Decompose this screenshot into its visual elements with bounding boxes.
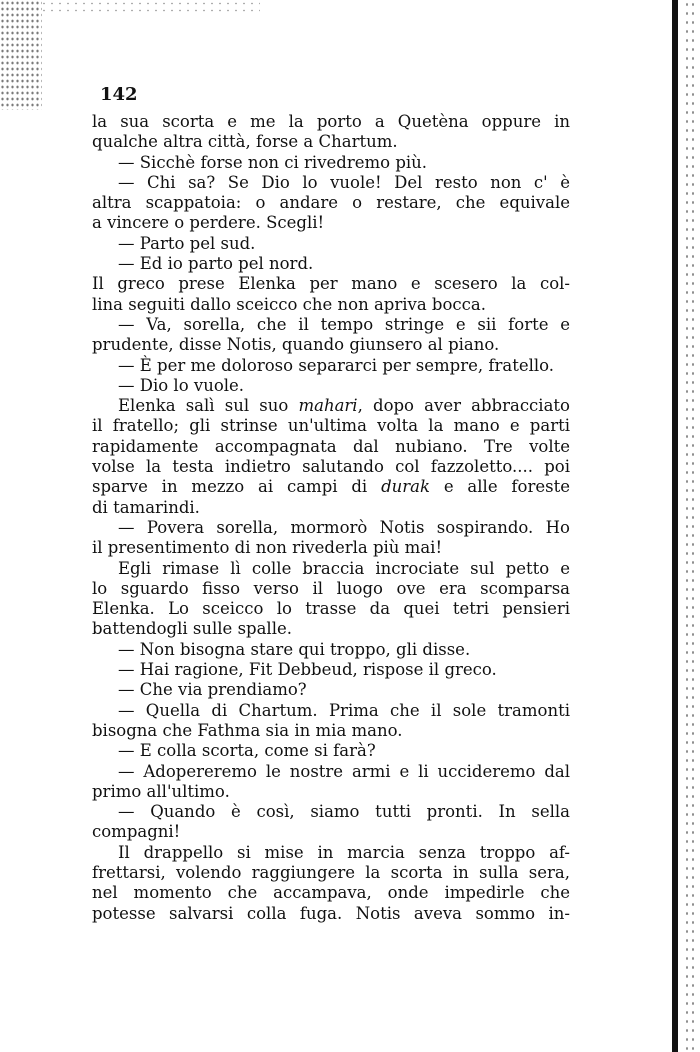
text-line: nel momento che accampava, onde impedirle che <box>92 883 570 903</box>
text-line: altra scappatoia: o andare o restare, che equivale <box>92 193 570 213</box>
text-line: — Che via prendiamo? <box>118 680 307 700</box>
text-line: qualche altra città, forse a Chartum. <box>92 132 398 152</box>
text-line: — Ed io parto pel nord. <box>118 254 314 274</box>
text-line: Elenka. Lo sceicco lo trasse da quei tetri pensieri <box>92 599 570 619</box>
scan-noise-right <box>684 0 696 1052</box>
text-line: primo all'ultimo. <box>92 781 230 801</box>
text-line: frettarsi, volendo raggiungere la scorta in sulla sera, <box>92 862 570 882</box>
text-line: compagni! <box>92 822 181 842</box>
text-line: potesse salvarsi colla fuga. Notis aveva sommo in- <box>92 903 570 923</box>
text-line: lina seguiti dallo sceicco che non apriva bocca. <box>92 294 486 314</box>
text-line: — Parto pel sud. <box>118 233 256 253</box>
text-line: — È per me doloroso separarci per sempre, fratello. <box>118 355 555 375</box>
text-line: la sua scorta e me la porto a Quetèna oppure in <box>92 112 570 131</box>
text-line: — E colla scorta, come si farà? <box>118 741 376 761</box>
text-line: — Non bisogna stare qui troppo, gli disse. <box>118 639 471 659</box>
scan-noise-top <box>40 0 260 14</box>
page-edge-shadow <box>672 0 678 1052</box>
text-line: — Dio lo vuole. <box>118 375 245 395</box>
text-line: Il greco prese Elenka per mano e scesero la col- <box>92 274 570 294</box>
text-line: — Quella di Chartum. Prima che il sole tramonti <box>118 700 570 720</box>
text-line: Il drappello si mise in marcia senza troppo af- <box>118 842 570 862</box>
text-line: — Quando è così, siamo tutti pronti. In sella <box>118 802 570 822</box>
text-line: — Hai ragione, Fit Debbeud, rispose il greco. <box>118 660 497 680</box>
text-line: — Adopereremo le nostre armi e li uccideremo dal <box>118 761 570 781</box>
text-line: Elenka salì sul suo mahari, dopo aver abbracciato <box>118 396 570 416</box>
text-line: Egli rimase lì colle braccia incrociate sul petto e <box>118 558 570 578</box>
text-line: bisogna che Fathma sia in mia mano. <box>92 720 403 740</box>
text-line: volse la testa indietro salutando col fazzoletto.... poi <box>92 457 570 477</box>
text-line: lo sguardo fisso verso il luogo ove era scomparsa <box>92 578 570 598</box>
italic-word: durak <box>381 477 430 497</box>
text-line: — Va, sorella, che il tempo stringe e sii forte e <box>118 314 570 334</box>
page-number: 142 <box>100 84 138 105</box>
text-line: a vincere o perdere. Scegli! <box>92 213 325 233</box>
text-line: rapidamente accompagnata dal nubiano. Tre volte <box>92 436 570 456</box>
italic-word: mahari <box>298 396 358 416</box>
text-line: — Sicchè forse non ci rivedremo più. <box>118 152 428 172</box>
text-line: il presentimento di non rivederla più mai! <box>92 538 443 558</box>
text-line: battendogli sulle spalle. <box>92 619 292 639</box>
text-line: — Chi sa? Se Dio lo vuole! Del resto non c' è <box>118 172 570 192</box>
text-line: prudente, disse Notis, quando giunsero al piano. <box>92 335 500 355</box>
text-line: il fratello; gli strinse un'ultima volta la mano e parti <box>92 416 570 436</box>
text-line: sparve in mezzo ai campi di durak e alle foreste <box>92 477 570 497</box>
body-text <box>92 112 570 924</box>
text-line: — Povera sorella, mormorò Notis sospirando. Ho <box>118 517 570 537</box>
scan-noise-top-left <box>0 0 42 110</box>
text-line: di tamarindi. <box>92 497 200 517</box>
